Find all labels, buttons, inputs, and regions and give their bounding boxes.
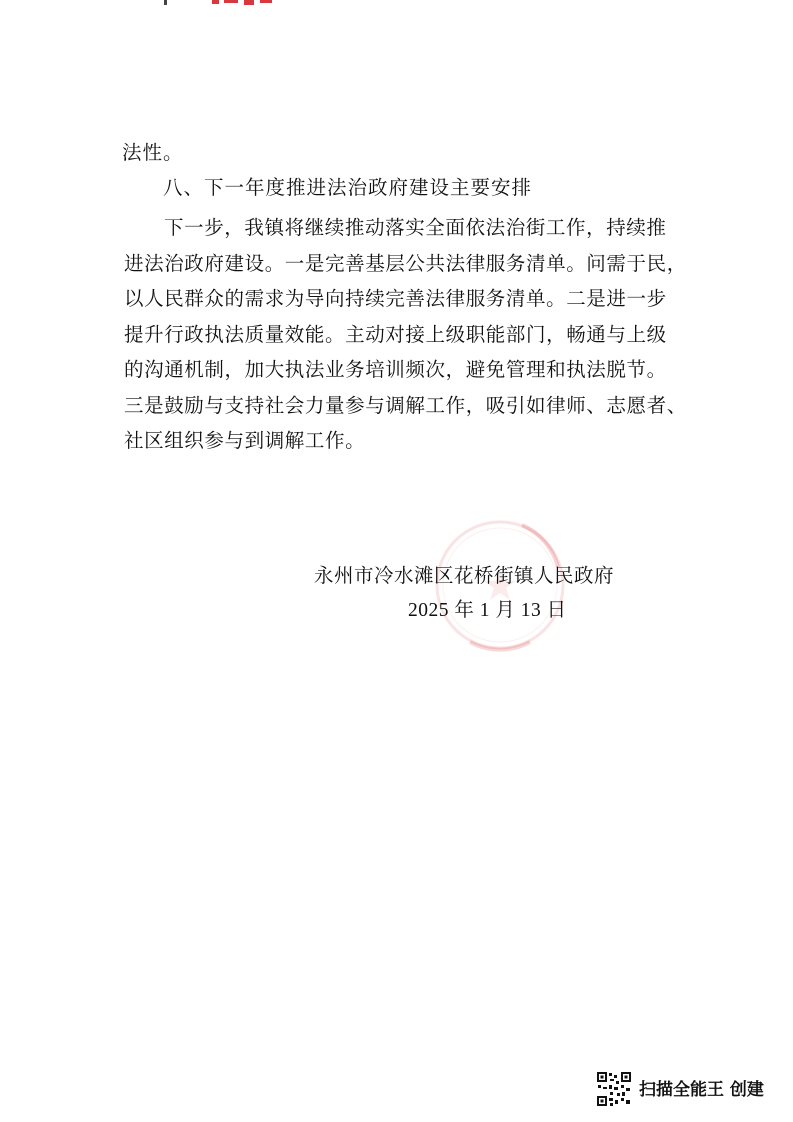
section-heading: 八、下一年度推进法治政府建设主要安排 (163, 176, 533, 199)
scanner-label: 扫描全能王 创建 (639, 1080, 764, 1100)
body-line: 进法治政府建设。一是完善基层公共法律服务清单。问需于民， (124, 251, 687, 275)
qr-code-icon (596, 1071, 632, 1107)
scanner-watermark (596, 1071, 786, 1111)
body-line: 以人民群众的需求为导向持续完善法律服务清单。二是进一步 (124, 287, 667, 310)
continuation-text: 法性。 (122, 141, 184, 164)
signature-date: 2025 年 1 月 13 日 (408, 600, 567, 621)
body-line: 下一步，我镇将继续推动落实全面依法治街工作，持续推 (164, 216, 667, 239)
top-seal-fragment-icon (160, 0, 280, 6)
body-line: 提升行政执法质量效能。主动对接上级职能部门，畅通与上级 (124, 322, 667, 346)
signature-organization: 永州市冷水滩区花桥街镇人民政府 (314, 564, 615, 587)
body-line: 社区组织参与到调解工作。 (124, 429, 366, 452)
body-line: 三是鼓励与支持社会力量参与调解工作，吸引如律师、志愿者、 (124, 393, 687, 417)
body-line: 的沟通机制，加大执法业务培训频次，避免管理和执法脱节。 (124, 358, 667, 381)
body-paragraph (124, 210, 687, 459)
